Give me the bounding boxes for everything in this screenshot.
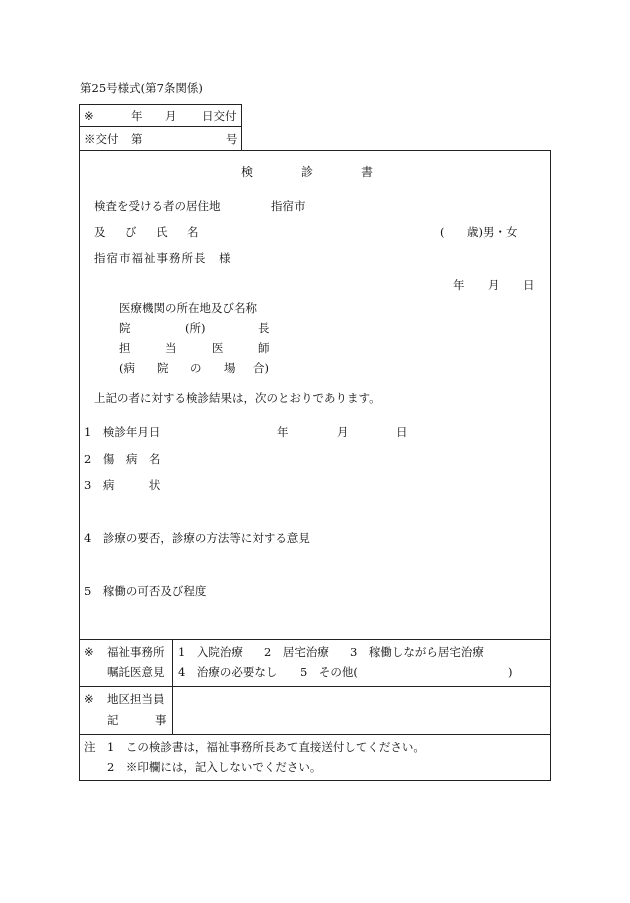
office-label-line2: 嘱託医意見 [107,665,165,679]
address-label: 検査を受ける者の居住地 [94,199,221,213]
office-option-5-close: ) [508,665,513,679]
header-go: 号 [226,132,238,146]
office-label-line1: 福祉事務所 [107,645,165,659]
director-char-a: 院 [119,321,131,335]
address-value: 指宿市 [271,199,306,213]
office-option-2: 2 居宅治療 [264,645,329,659]
item-1-year: 年 [277,425,289,439]
doctor-char-d: 師 [258,341,270,355]
office-mark: ※ [84,645,94,659]
hospital-char-a: (病 [119,361,135,375]
hospital-char-e: 合) [253,361,269,375]
institution-label: 医療機関の所在地及び名称 [119,301,257,315]
office-option-1: 1 入院治療 [178,645,243,659]
item-1-label: 1 検診年月日 [84,425,161,439]
age-paren-open: ( [440,225,445,239]
item-3-label: 3 病 状 [84,478,161,492]
hospital-char-b: 院 [157,361,169,375]
header-dai: 第 [131,132,143,146]
district-label-char-b: 事 [155,713,167,727]
note-2: 2 ※印欄には，記入しないでください。 [107,760,322,774]
notes-section-top-border [79,734,551,735]
notes-prefix: 注 [84,740,96,754]
district-mark: ※ [84,692,94,706]
district-section-top-border [79,686,551,687]
hospital-char-d: 場 [224,361,236,375]
director-char-c: 長 [258,321,270,335]
doctor-char-b: 当 [165,341,177,355]
header-day-issue: 日交付 [202,109,237,123]
document-title: 検 診 書 [241,165,374,179]
header-mark: ※ [84,109,94,123]
item-1-day: 日 [396,425,408,439]
office-option-3: 3 稼働しながら居宅治療 [350,645,484,659]
age-sex-field: 歳)男・女 [467,225,518,239]
name-label: 及 び 氏 名 [94,225,203,239]
item-1-month: 月 [337,425,349,439]
form-number: 第25号様式(第7条関係) [80,81,203,95]
office-option-4: 4 治療の必要なし [178,665,278,679]
item-2-label: 2 傷 病 名 [84,452,161,466]
hospital-char-c: の [190,361,202,375]
note-1: 1 この検診書は，福祉事務所長あて直接送付してください。 [107,740,425,754]
director-char-b: (所) [185,321,206,335]
header-issue-mark: ※交付 [84,132,119,146]
doctor-char-a: 担 [119,341,131,355]
district-label-line1: 地区担当員 [107,692,165,706]
header-year: 年 [131,109,143,123]
date-day: 日 [523,278,535,292]
header-month: 月 [165,109,177,123]
header-divider [79,126,242,127]
item-5-label: 5 稼働の可否及び程度 [84,584,207,598]
district-label-char-a: 記 [107,713,119,727]
item-4-label: 4 診療の要否，診療の方法等に対する意見 [84,531,310,545]
office-section-top-border [79,639,551,640]
date-month: 月 [488,278,500,292]
doctor-char-c: 医 [212,341,224,355]
statement-text: 上記の者に対する検診結果は，次のとおりであります。 [94,391,381,405]
addressee: 指宿市福祉事務所長 様 [94,251,232,265]
office-option-5: 5 その他( [300,665,358,679]
date-year: 年 [453,278,465,292]
